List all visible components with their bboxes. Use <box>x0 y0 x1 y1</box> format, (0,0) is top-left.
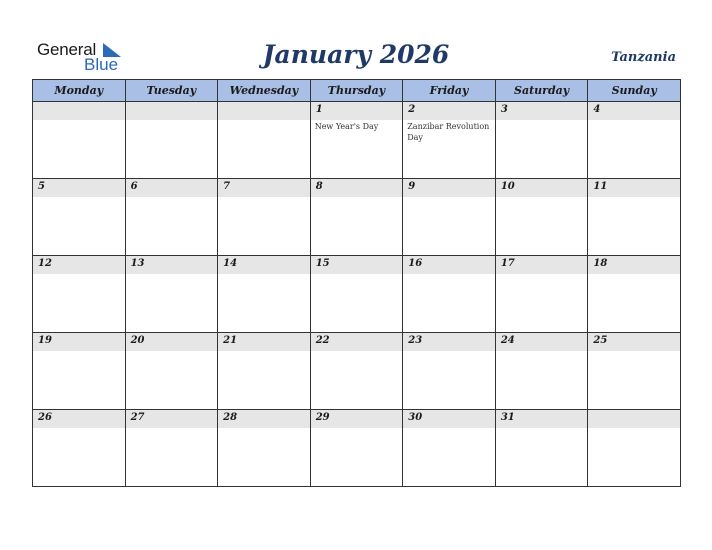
calendar-grid <box>32 79 681 487</box>
day-number: 26 <box>38 412 52 423</box>
day-cell <box>403 102 496 179</box>
day-bar <box>33 333 125 351</box>
day-cell <box>33 102 126 179</box>
day-bar <box>126 256 218 274</box>
day-cell <box>403 410 496 487</box>
weekday-header: Saturday <box>495 80 588 102</box>
day-bar <box>126 410 218 428</box>
calendar-title: January 2026 <box>262 40 450 69</box>
day-bar <box>311 256 403 274</box>
day-cell <box>403 256 496 333</box>
day-cell <box>125 410 218 487</box>
day-cell <box>310 410 403 487</box>
week-row <box>33 333 681 410</box>
day-bar <box>403 179 495 197</box>
day-number: 31 <box>500 412 515 423</box>
day-number: 14 <box>223 258 238 269</box>
day-number: 25 <box>593 335 608 346</box>
day-cell <box>403 179 496 256</box>
day-bar <box>218 256 310 274</box>
day-cell <box>125 179 218 256</box>
day-bar <box>588 102 680 120</box>
day-number: 24 <box>500 335 515 346</box>
day-number: 18 <box>593 258 608 269</box>
day-bar <box>496 256 588 274</box>
day-bar <box>403 333 495 351</box>
day-number: 1 <box>315 104 323 115</box>
day-cell <box>218 179 311 256</box>
holiday-label: New Year's Day <box>314 122 379 131</box>
day-cell <box>33 410 126 487</box>
day-number: 10 <box>500 181 515 192</box>
day-bar <box>218 179 310 197</box>
weekday-header: Thursday <box>310 80 403 102</box>
day-cell <box>495 256 588 333</box>
day-cell <box>403 333 496 410</box>
week-row <box>33 102 681 179</box>
day-bar <box>588 256 680 274</box>
day-bar <box>403 102 495 120</box>
day-number: 13 <box>130 258 145 269</box>
day-cell <box>310 179 403 256</box>
day-bar <box>403 256 495 274</box>
day-number: 22 <box>315 335 330 346</box>
day-number: 5 <box>38 181 45 192</box>
day-number: 30 <box>408 412 423 423</box>
day-number: 7 <box>223 181 231 192</box>
day-cell <box>495 102 588 179</box>
weekday-header: Sunday <box>588 80 681 102</box>
day-cell <box>588 410 681 487</box>
day-bar <box>218 333 310 351</box>
day-cell <box>310 256 403 333</box>
day-bar <box>33 179 125 197</box>
day-cell <box>588 256 681 333</box>
day-cell <box>310 102 403 179</box>
day-cell <box>33 179 126 256</box>
day-number: 29 <box>315 412 330 423</box>
holiday-label: Zanzibar Revolution Day <box>407 122 490 142</box>
day-cell <box>495 333 588 410</box>
day-bar <box>33 410 125 428</box>
day-cell <box>218 410 311 487</box>
weekday-header: Friday <box>403 80 496 102</box>
day-number: 9 <box>408 181 416 192</box>
logo-text-general: General <box>37 40 97 59</box>
week-row <box>33 410 681 487</box>
week-row <box>33 179 681 256</box>
week-row <box>33 256 681 333</box>
day-cell <box>218 333 311 410</box>
day-bar <box>218 410 310 428</box>
day-bar <box>403 410 495 428</box>
day-bar <box>311 410 403 428</box>
day-number: 6 <box>130 181 138 192</box>
day-number: 20 <box>130 335 145 346</box>
day-bar <box>126 102 218 120</box>
day-number: 16 <box>408 258 423 269</box>
weekday-header: Monday <box>33 80 126 102</box>
day-number: 15 <box>315 258 330 269</box>
day-number: 19 <box>38 335 52 346</box>
day-cell <box>495 179 588 256</box>
day-number: 12 <box>38 258 52 269</box>
weekday-header: Tuesday <box>125 80 218 102</box>
day-bar <box>588 179 680 197</box>
day-cell <box>310 333 403 410</box>
day-number: 27 <box>130 412 145 423</box>
day-cell <box>125 333 218 410</box>
day-number: 28 <box>223 412 238 423</box>
country-label: Tanzania <box>611 50 676 65</box>
day-number: 11 <box>593 181 608 192</box>
weekday-header: Wednesday <box>218 80 311 102</box>
day-cell <box>218 102 311 179</box>
day-number: 8 <box>315 181 323 192</box>
day-cell <box>125 256 218 333</box>
day-cell <box>588 102 681 179</box>
day-number: 3 <box>500 104 508 115</box>
day-bar <box>496 333 588 351</box>
day-cell <box>33 256 126 333</box>
day-number: 17 <box>500 258 515 269</box>
day-cell <box>125 102 218 179</box>
day-bar <box>496 102 588 120</box>
day-bar <box>311 179 403 197</box>
day-bar <box>126 333 218 351</box>
day-cell <box>495 410 588 487</box>
weekday-header-row <box>33 80 681 102</box>
day-number: 4 <box>593 104 601 115</box>
day-bar <box>33 256 125 274</box>
day-bar <box>588 410 680 428</box>
day-bar <box>496 410 588 428</box>
day-number: 2 <box>408 104 416 115</box>
day-number: 23 <box>408 335 423 346</box>
day-bar <box>218 102 310 120</box>
logo-text-blue: Blue <box>84 55 119 74</box>
day-bar <box>496 179 588 197</box>
day-cell <box>588 333 681 410</box>
day-bar <box>588 333 680 351</box>
day-bar <box>311 333 403 351</box>
day-bar <box>126 179 218 197</box>
day-bar <box>33 102 125 120</box>
day-cell <box>33 333 126 410</box>
day-cell <box>588 179 681 256</box>
day-bar <box>311 102 403 120</box>
day-number: 21 <box>223 335 238 346</box>
day-cell <box>218 256 311 333</box>
